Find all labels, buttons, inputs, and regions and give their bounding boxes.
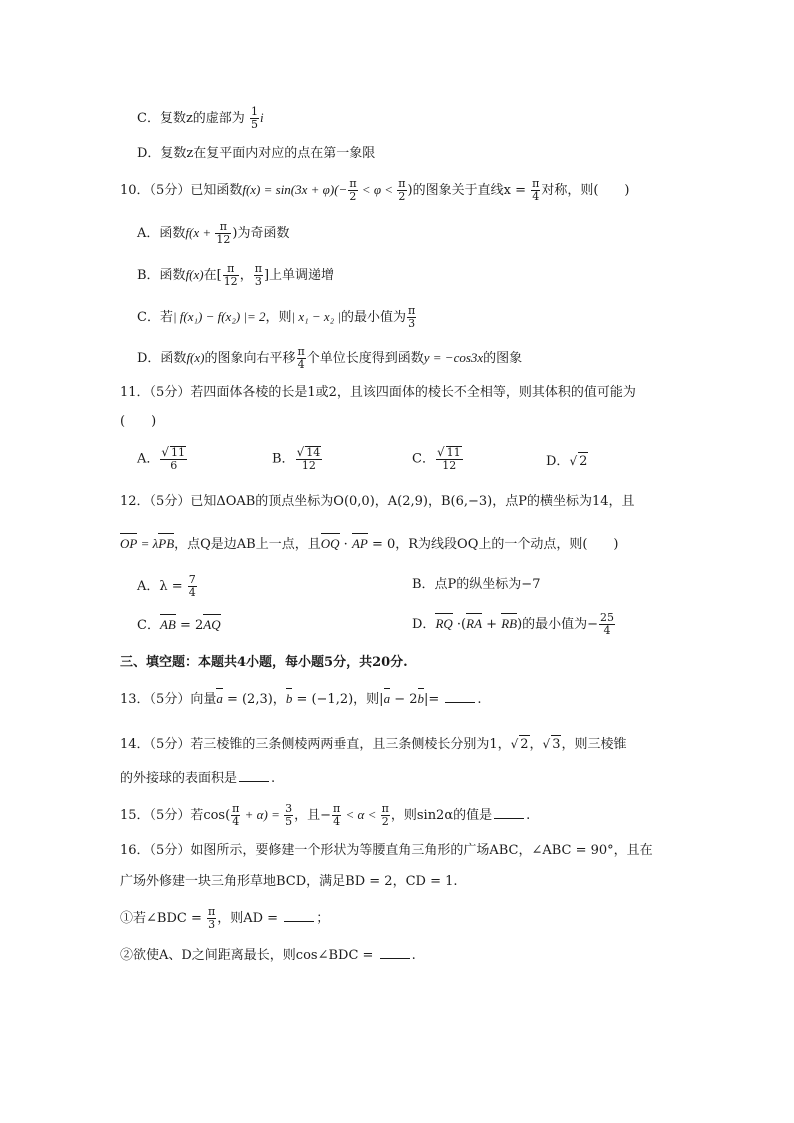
q15-stem: 15．（5分）若cos( $\frac{\pi}{4}$ + α) = $\frac{3}{5}$ ，且− $\frac{\pi}{4}$ < α < $\frac{\pi}{2}$ ，则sin2α的值是 . xyxy=(120,802,531,828)
fraction: $\frac{1}{5}$ xyxy=(250,105,258,131)
q9-option-d: D．复数z在复平面内对应的点在第一象限 xyxy=(137,146,376,161)
q13-stem: 13．（5分）向量a = (2,3)，b = (−1,2)，则|a − 2b|= . xyxy=(120,691,482,707)
q12-stem-line2: OP = λPB，点Q是边AB上一点，且OQ · AP = 0，R为线段OQ上的一个动点，则( ) xyxy=(120,536,619,552)
q16-part-1: ①若∠BDC = $\frac{\pi}{3}$ ，则AD = ； xyxy=(120,905,330,931)
q11-paren: ( ) xyxy=(120,414,157,429)
q10-stem: 10．（5分）已知函数f(x) = sin(3x + φ)(− $\frac{\pi}{2}$ < φ < $\frac{\pi}{2}$ )的图象关于直线x = $\frac{\pi}{4}$ 对称，则( ) xyxy=(120,177,630,203)
q11-option-c: C． $\frac{√ 11}{12}$ xyxy=(412,445,461,472)
answer-blank[interactable] xyxy=(445,690,475,703)
q11-stem: 11．（5分）若四面体各棱的长是1或2，且该四面体的棱长不全相等，则其体积的值可能为 xyxy=(120,385,636,400)
answer-blank[interactable] xyxy=(284,909,314,922)
q16-stem-line1: 16．（5分）如图所示，要修建一个形状为等腰直角三角形的广场ABC，∠ABC = 90°，且在 xyxy=(120,843,653,858)
q11-option-d: D．√ 2 xyxy=(546,454,588,469)
q12-option-c: C．AB = 2AQ xyxy=(137,617,221,633)
answer-blank[interactable] xyxy=(239,769,269,782)
q12-option-b: B．点P的纵坐标为−7 xyxy=(412,577,541,592)
q11-option-b: B． $\frac{√ 14}{12}$ xyxy=(272,445,321,472)
q11-option-a: A． $\frac{√ 11}{6}$ xyxy=(137,445,186,472)
section-header: 三、填空题：本题共4小题，每小题5分，共20分. xyxy=(120,655,408,670)
q10-option-a: A．函数f(x + $\frac{\pi}{12}$ )为奇函数 xyxy=(137,220,290,246)
q16-stem-line2: 广场外修建一块三角形草地BCD，满足BD = 2，CD = 1. xyxy=(120,874,458,889)
q16-part-2: ②欲使A、D之间距离最长，则cos∠BDC = . xyxy=(120,948,416,963)
answer-blank[interactable] xyxy=(494,806,524,819)
q9-option-c: C．复数z的虚部为 $\frac{1}{5}$ i xyxy=(137,105,264,131)
q10-option-d: D．函数f(x)的图象向右平移 $\frac{\pi}{4}$ 个单位长度得到函数y = −cos3x的图象 xyxy=(137,345,523,371)
q10-option-b: B．函数f(x)在[ $\frac{\pi}{12}$ ， $\frac{\pi}{3}$ ]上单调递增 xyxy=(137,262,335,288)
q12-stem-line1: 12．（5分）已知ΔOAB的顶点坐标为O(0,0)，A(2,9)，B(6,−3)，点P的横坐标为14，且 xyxy=(120,494,635,509)
q14-stem-line1: 14．（5分）若三棱锥的三条侧棱两两垂直，且三条侧棱长分别为1，√ 2，√ 3，则三棱锥 xyxy=(120,737,627,752)
q12-option-a: A．λ = $\frac{7}{4}$ xyxy=(137,573,196,599)
q12-option-d: D．RQ ·(RA + RB)的最小值为− $\frac{25}{4}$ xyxy=(412,611,615,637)
q14-stem-line2: 的外接球的表面积是 . xyxy=(120,771,276,786)
answer-blank[interactable] xyxy=(380,946,410,959)
q10-option-c: C．若| f(x₁) − f(x₂) |= 2，则| x₁ − x₂ |的最小值为 $\frac{\pi}{3}$ xyxy=(137,304,416,330)
